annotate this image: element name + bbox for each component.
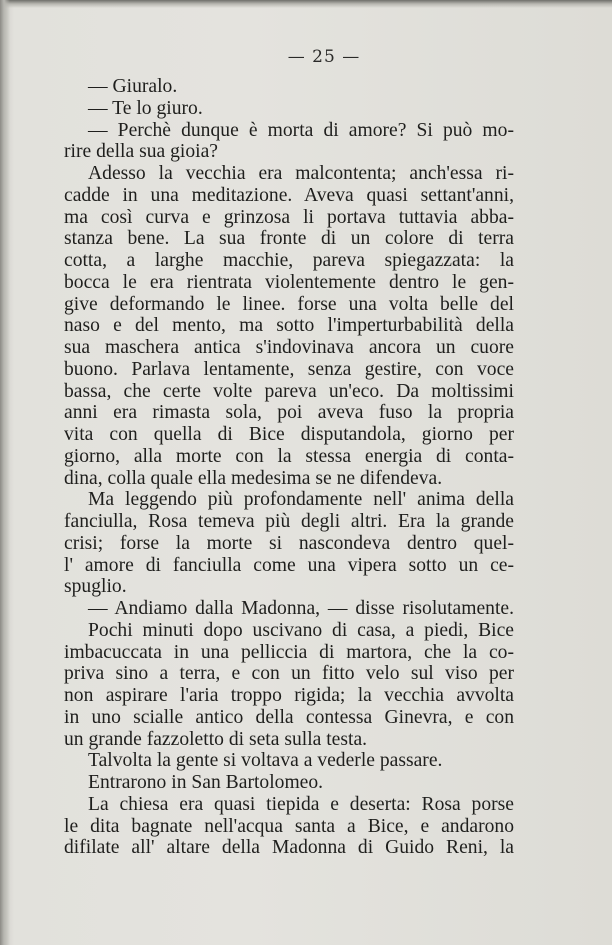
text-line: bassa, che certe volte pareva un'eco. Da moltissimi	[64, 380, 514, 402]
text-line: — Andiamo dalla Madonna, — disse risolutamente.	[88, 598, 514, 619]
text-line: vita con quella di Bice disputandola, giorno per	[64, 424, 514, 445]
text-line: — Te lo giuro.	[88, 97, 203, 119]
page-number: — 25 —	[287, 47, 361, 67]
text-line: spuglio.	[64, 576, 127, 598]
text-line: priva sino a terra, e con un fitto velo sul viso per	[64, 663, 514, 685]
text-line: difilate all' altare della Madonna di Guido Reni, la	[64, 837, 514, 859]
text-line: in uno scialle antico della contessa Ginevra, e con	[64, 706, 514, 728]
text-line: crisi; forse la morte si nascondeva dentro quel-	[64, 532, 514, 554]
text-line: sua maschera antica s'indovinava ancora un cuore	[64, 337, 514, 358]
text-line: le dita bagnate nell'acqua santa a Bice, e andarono	[64, 815, 514, 837]
text-line: l' amore di fanciulla come una vipera sotto un ce-	[64, 554, 514, 576]
text-line: giorno, alla morte con la stessa energia di conta-	[64, 445, 514, 467]
text-line: naso e del mento, ma sotto l'imperturbabilità della	[64, 315, 514, 337]
text-line: non aspirare l'aria troppo rigida; la vecchia avvolta	[64, 685, 514, 706]
text-line: — Perchè dunque è morta di amore? Si può mo-	[88, 119, 514, 141]
text-line: buono. Parlava lentamente, senza gestire, con voce	[64, 358, 514, 380]
text-line: cotta, a larghe macchie, pareva spiegazzata: la	[64, 250, 514, 271]
text-line: Adesso la vecchia era malcontenta; anch'essa ri-	[88, 163, 514, 184]
text-line: Pochi minuti dopo uscivano di casa, a piedi, Bice	[88, 619, 514, 641]
page-binding-shadow	[0, 0, 10, 945]
text-line: Entrarono in San Bartolomeo.	[88, 772, 324, 793]
text-line: stanza bene. La sua fronte di un colore di terra	[64, 228, 514, 250]
text-line: give deformando le linee. forse una volta belle del	[64, 293, 514, 315]
body-text	[64, 76, 514, 859]
text-line: Talvolta la gente si voltava a vederle passare.	[88, 750, 443, 772]
text-line: imbacuccata in una pelliccia di martora, che la co-	[64, 641, 514, 663]
text-line: La chiesa era quasi tiepida e deserta: Rosa porse	[88, 793, 514, 815]
page-top-shadow	[0, 0, 612, 8]
text-line: un grande fazzoletto di seta sulla testa.	[64, 728, 368, 750]
text-line: anni era rimasta sola, poi aveva fuso la propria	[64, 402, 514, 424]
text-line: cadde in una meditazione. Aveva quasi settant'anni,	[64, 184, 514, 206]
text-line: fanciulla, Rosa temeva più degli altri. Era la grande	[64, 511, 514, 532]
text-line: dina, colla quale ella medesima se ne difendeva.	[64, 467, 443, 489]
text-line: — Giuralo.	[88, 76, 178, 97]
text-line: bocca le era rientrata violentemente dentro le gen-	[64, 271, 514, 293]
text-line: Ma leggendo più profondamente nell' anima della	[88, 489, 514, 511]
text-line: rire della sua gioia?	[64, 141, 218, 163]
text-line: ma così curva e grinzosa li portava tuttavia abba-	[64, 206, 514, 228]
